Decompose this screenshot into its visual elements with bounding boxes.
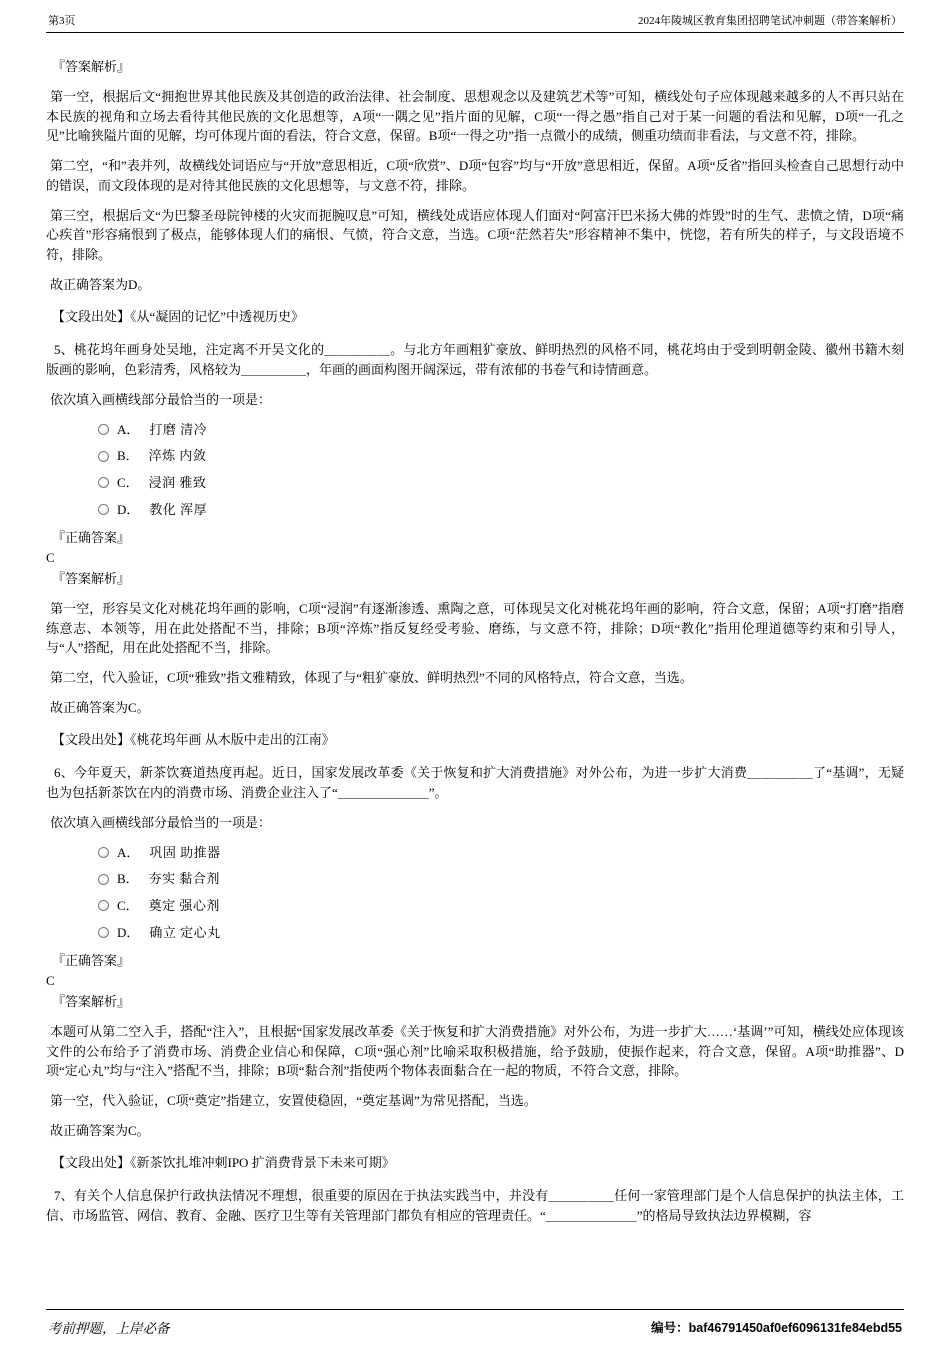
page-number: 第3页 — [48, 15, 76, 27]
option-label: A． — [117, 844, 140, 860]
q6-option-d[interactable] — [98, 923, 904, 943]
q4-source-line: 【文段出处】《从“凝固的记忆”中透视历史》 — [52, 308, 305, 324]
q5-answer-line: 故正确答案为C。 — [50, 699, 150, 715]
option-label: A． — [117, 421, 140, 437]
q6-source-line: 【文段出处】《新茶饮扎堆冲刺IPO 扩消费背景下未来可期》 — [52, 1154, 395, 1170]
radio-icon[interactable] — [98, 424, 109, 435]
serial-label: 编号： — [651, 1321, 689, 1335]
q4-analysis-heading: 『答案解析』 — [52, 59, 131, 74]
radio-icon[interactable] — [98, 847, 109, 858]
q4-analysis-paragraph: 第二空，“和”表并列，故横线处词语应与“开放”意思相近，C项“欣赏”、D项“包容”均与“开放”意思相近，保留。A项“反省”指回头检查自己思想行动中的错误，而文段体现的是对待其他民族的文化思想等，与文意不符，排除。 — [46, 158, 904, 193]
page-header — [46, 12, 904, 32]
q6-option-c[interactable] — [98, 896, 904, 916]
footer-divider — [46, 1309, 904, 1310]
option-text: 浸润 雅致 — [148, 475, 207, 490]
option-text: 打磨 清冷 — [149, 421, 208, 437]
option-label: C． — [117, 475, 139, 490]
q5-correct-answer-heading: 『正确答案』 — [52, 529, 131, 545]
q6-option-a[interactable] — [98, 843, 904, 863]
q6-prompt: 依次填入画横线部分最恰当的一项是： — [50, 814, 272, 830]
q5-option-b[interactable] — [98, 446, 904, 466]
q5-analysis-paragraph: 第一空，形容吴文化对桃花坞年画的影响，C项“浸润”有逐渐渗透、熏陶之意，可体现吴文化对桃花坞年画的影响，符合文意，保留；A项“打磨”指磨练意志、本领等，用在此处搭配不当，排除；B项“淬炼”指反复经受考验、磨练，与文意不符，排除；D项“教化”指用伦理道德等约束和引导人，与“人”搭配，用在此处搭配不当，排除。 — [46, 600, 904, 656]
footer-serial — [651, 1318, 902, 1336]
header-divider — [46, 32, 904, 33]
q5-analysis-heading: 『答案解析』 — [52, 571, 131, 586]
radio-icon[interactable] — [98, 927, 109, 938]
q6-correct-answer-heading: 『正确答案』 — [52, 952, 131, 968]
q6-option-b[interactable] — [98, 869, 904, 889]
option-text: 确立 定心丸 — [149, 924, 221, 940]
radio-icon[interactable] — [98, 451, 109, 462]
q5-analysis-paragraph: 第二空，代入验证，C项“雅致”指文雅精致，体现了与“粗犷豪放、鲜明热烈”不同的风格特点，符合文意，当选。 — [50, 670, 693, 685]
q6-correct-answer-value: C — [46, 973, 55, 989]
q5-option-c[interactable] — [98, 473, 904, 493]
document-title: 2024年陵城区教育集团招聘笔试冲刺题（带答案解析） — [638, 15, 902, 27]
q6-analysis-paragraph: 第一空，代入验证，C项“奠定”指建立，安置使稳固，“奠定基调”为常见搭配，当选。 — [50, 1093, 537, 1108]
q6-analysis-heading: 『答案解析』 — [52, 994, 131, 1009]
q5-source-line: 【文段出处】《桃花坞年画 从木版中走出的江南》 — [52, 731, 335, 747]
option-text: 巩固 助推器 — [149, 844, 221, 860]
option-label: C． — [117, 898, 139, 913]
q6-stem: 6、今年夏天，新茶饮赛道热度再起。近日，国家发展改革委《关于恢复和扩大消费措施》对外公布，为进一步扩大消费＿＿＿＿＿了“基调”，无疑也为包括新茶饮在内的消费市场、消费企业注入了“＿＿＿＿＿＿＿”。 — [46, 765, 904, 800]
q5-stem: 5、桃花坞年画身处吴地，注定离不开吴文化的＿＿＿＿＿。与北方年画粗犷豪放、鲜明热烈的风格不同，桃花坞由于受到明朝金陵、徽州书籍木刻版画的影响，色彩清秀，风格较为＿＿＿＿＿，年画的画面构图开阔深远，带有浓郁的书卷气和诗情画意。 — [46, 342, 904, 377]
option-text: 教化 浑厚 — [149, 501, 208, 517]
q6-options — [46, 843, 904, 943]
q7-stem: 7、有关个人信息保护行政执法情况不理想，很重要的原因在于执法实践当中，并没有＿＿＿＿＿任何一家管理部门是个人信息保护的执法主体，工信、市场监管、网信、教育、金融、医疗卫生等有关管理部门都负有相应的管理责任。“＿＿＿＿＿＿＿”的格局导致执法边界模糊，容 — [46, 1188, 904, 1223]
option-label: D． — [117, 924, 140, 940]
option-text: 淬炼 内敛 — [148, 448, 207, 464]
q4-analysis-paragraph: 第一空，根据后文“拥抱世界其他民族及其创造的政治法律、社会制度、思想观念以及建筑艺术等”可知，横线处句子应体现越来越多的人不再只站在本民族的视角和立场去看待其他民族的文化思想等，A项“一隅之见”指片面的见解，C项“一得之愚”指自己对于某一问题的看法和见解，D项“一孔之见”比喻狭隘片面的见解，均可体现片面的看法，符合文意，保留。B项“一得之功”指一点微小的成绩，侧重功绩而非看法，与文意不符，排除。 — [46, 88, 904, 144]
q4-analysis-paragraph: 第三空，根据后文“为巴黎圣母院钟楼的火灾而扼腕叹息”可知，横线处成语应体现人们面对“阿富汗巴米扬大佛的炸毁”时的生气、悲愤之情，D项“痛心疾首”形容痛恨到了极点，能够体现人们的痛恨、气愤，符合文意，当选。C项“茫然若失”形容精神不集中，恍惚，若有所失的样子，与文段语境不符，排除。 — [46, 207, 904, 262]
option-label: B． — [117, 871, 139, 887]
q5-correct-answer-value: C — [46, 550, 55, 566]
q6-answer-line: 故正确答案为C。 — [50, 1122, 150, 1138]
footer-slogan: 考前押题，上岸必备 — [48, 1321, 170, 1336]
q5-prompt: 依次填入画横线部分最恰当的一项是： — [50, 391, 272, 407]
radio-icon[interactable] — [98, 874, 109, 885]
option-text: 奠定 强心剂 — [148, 898, 220, 913]
option-text: 夯实 黏合剂 — [148, 871, 220, 887]
page-footer — [46, 1309, 904, 1337]
serial-value: baf46791450af0ef6096131fe84ebd55 — [688, 1321, 902, 1335]
q6-analysis-paragraph: 本题可从第二空入手，搭配“注入”，且根据“国家发展改革委《关于恢复和扩大消费措施》对外公布，为进一步扩大……‘基调’”可知，横线处应体现该文件的公布给予了消费市场、消费企业信心和保障，C项“强心剂”比喻采取积极措施，给予鼓励，使振作起来，符合文意，保留。A项“助推器”、D项“定心丸”均与“注入”搭配不当，排除；B项“黏合剂”指使两个物体表面黏合在一起的物质，不符合文意，排除。 — [46, 1023, 904, 1079]
document-body — [46, 45, 904, 1309]
radio-icon[interactable] — [98, 477, 109, 488]
radio-icon[interactable] — [98, 900, 109, 911]
option-label: D． — [117, 501, 140, 517]
q5-option-a[interactable] — [98, 420, 904, 440]
q4-answer-line: 故正确答案为D。 — [50, 276, 151, 292]
q5-option-d[interactable] — [98, 500, 904, 520]
radio-icon[interactable] — [98, 504, 109, 515]
q5-options — [46, 420, 904, 520]
option-label: B． — [117, 448, 139, 464]
